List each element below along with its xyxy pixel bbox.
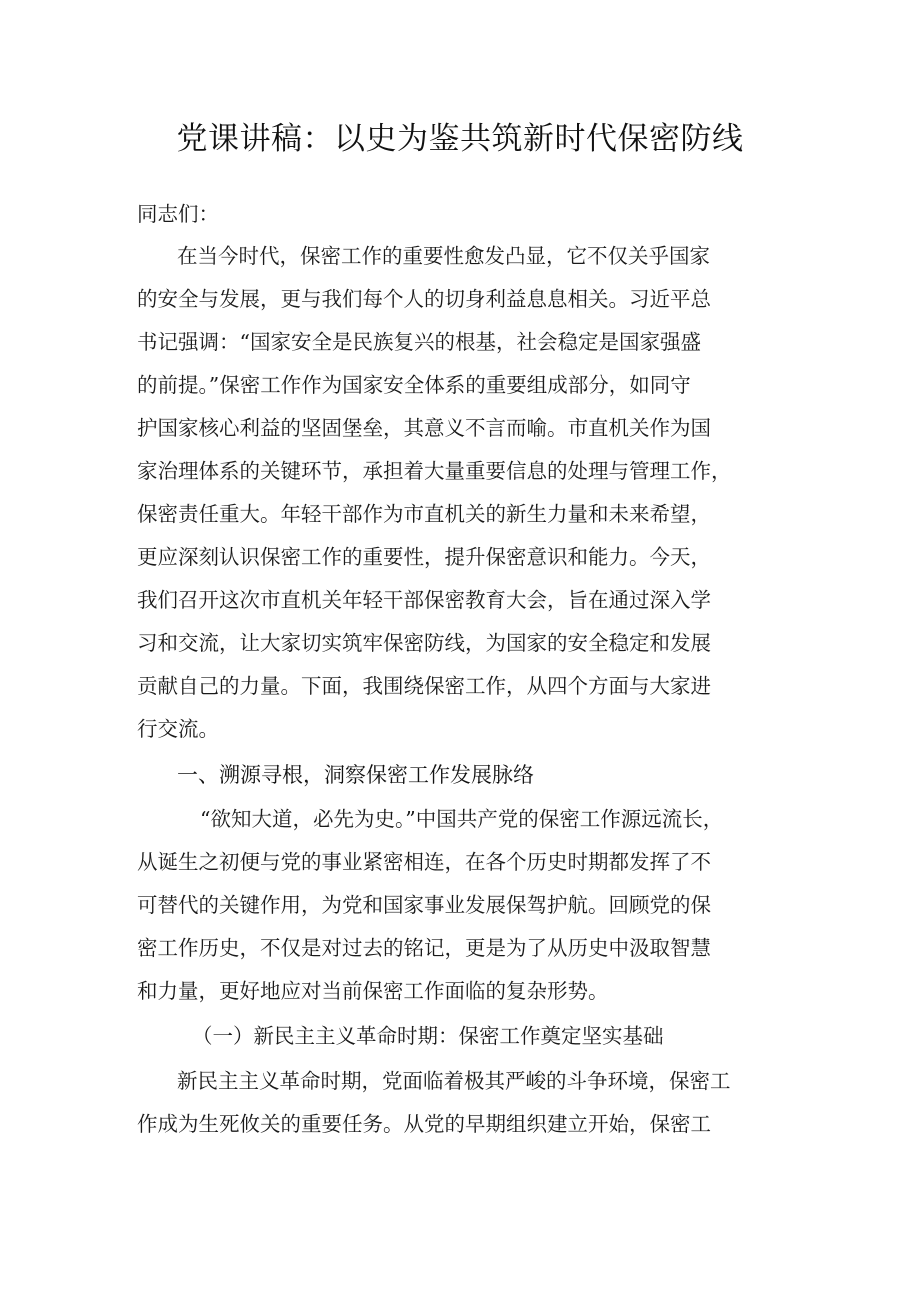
intro-line: 习和交流，让大家切实筑牢保密防线，为国家的安全稳定和发展 [137, 631, 711, 655]
section-line: 和力量，更好地应对当前保密工作面临的复杂形势。 [137, 979, 609, 1003]
section-line: 密工作历史，不仅是对过去的铭记，更是为了从历史中汲取智慧 [137, 936, 711, 960]
subsection-line: 新民主主义革命时期，党面临着极其严峻的斗争环境，保密工 [177, 1069, 731, 1093]
intro-line: 保密责任重大。年轻干部作为市直机关的新生力量和未来希望， [137, 502, 711, 526]
document-title: 党课讲稿：以史为鉴共筑新时代保密防线 [176, 121, 744, 157]
subsection-line: 作成为生死攸关的重要任务。从党的早期组织建立开始，保密工 [137, 1112, 711, 1136]
intro-line: 护国家核心利益的坚固堡垒，其意义不言而喻。市直机关作为国 [137, 416, 711, 440]
intro-line: 书记强调：“国家安全是民族复兴的根基，社会稳定是国家强盛 [137, 330, 701, 354]
salutation: 同志们： [137, 202, 219, 226]
subsection-heading: （一）新民主主义革命时期：保密工作奠定坚实基础 [192, 1024, 664, 1048]
intro-line: 的安全与发展，更与我们每个人的切身利益息息相关。习近平总 [137, 287, 711, 311]
section-line: “欲知大道，必先为史。”中国共产党的保密工作源远流长， [200, 807, 724, 831]
intro-line: 我们召开这次市直机关年轻干部保密教育大会，旨在通过深入学 [137, 588, 711, 612]
intro-line: 的前提。”保密工作作为国家安全体系的重要组成部分，如同守 [137, 373, 691, 397]
intro-line: 贡献自己的力量。下面，我围绕保密工作，从四个方面与大家进 [137, 674, 711, 698]
section-heading: 一、溯源寻根，洞察保密工作发展脉络 [177, 763, 534, 787]
section-line: 从诞生之初便与党的事业紧密相连，在各个历史时期都发挥了不 [137, 850, 711, 874]
intro-line: 行交流。 [137, 717, 219, 741]
intro-line: 在当今时代，保密工作的重要性愈发凸显，它不仅关乎国家 [177, 244, 710, 268]
section-line: 可替代的关键作用，为党和国家事业发展保驾护航。回顾党的保 [137, 893, 711, 917]
intro-line: 更应深刻认识保密工作的重要性，提升保密意识和能力。今天， [137, 545, 711, 569]
intro-line: 家治理体系的关键环节，承担着大量重要信息的处理与管理工作， [137, 459, 732, 483]
